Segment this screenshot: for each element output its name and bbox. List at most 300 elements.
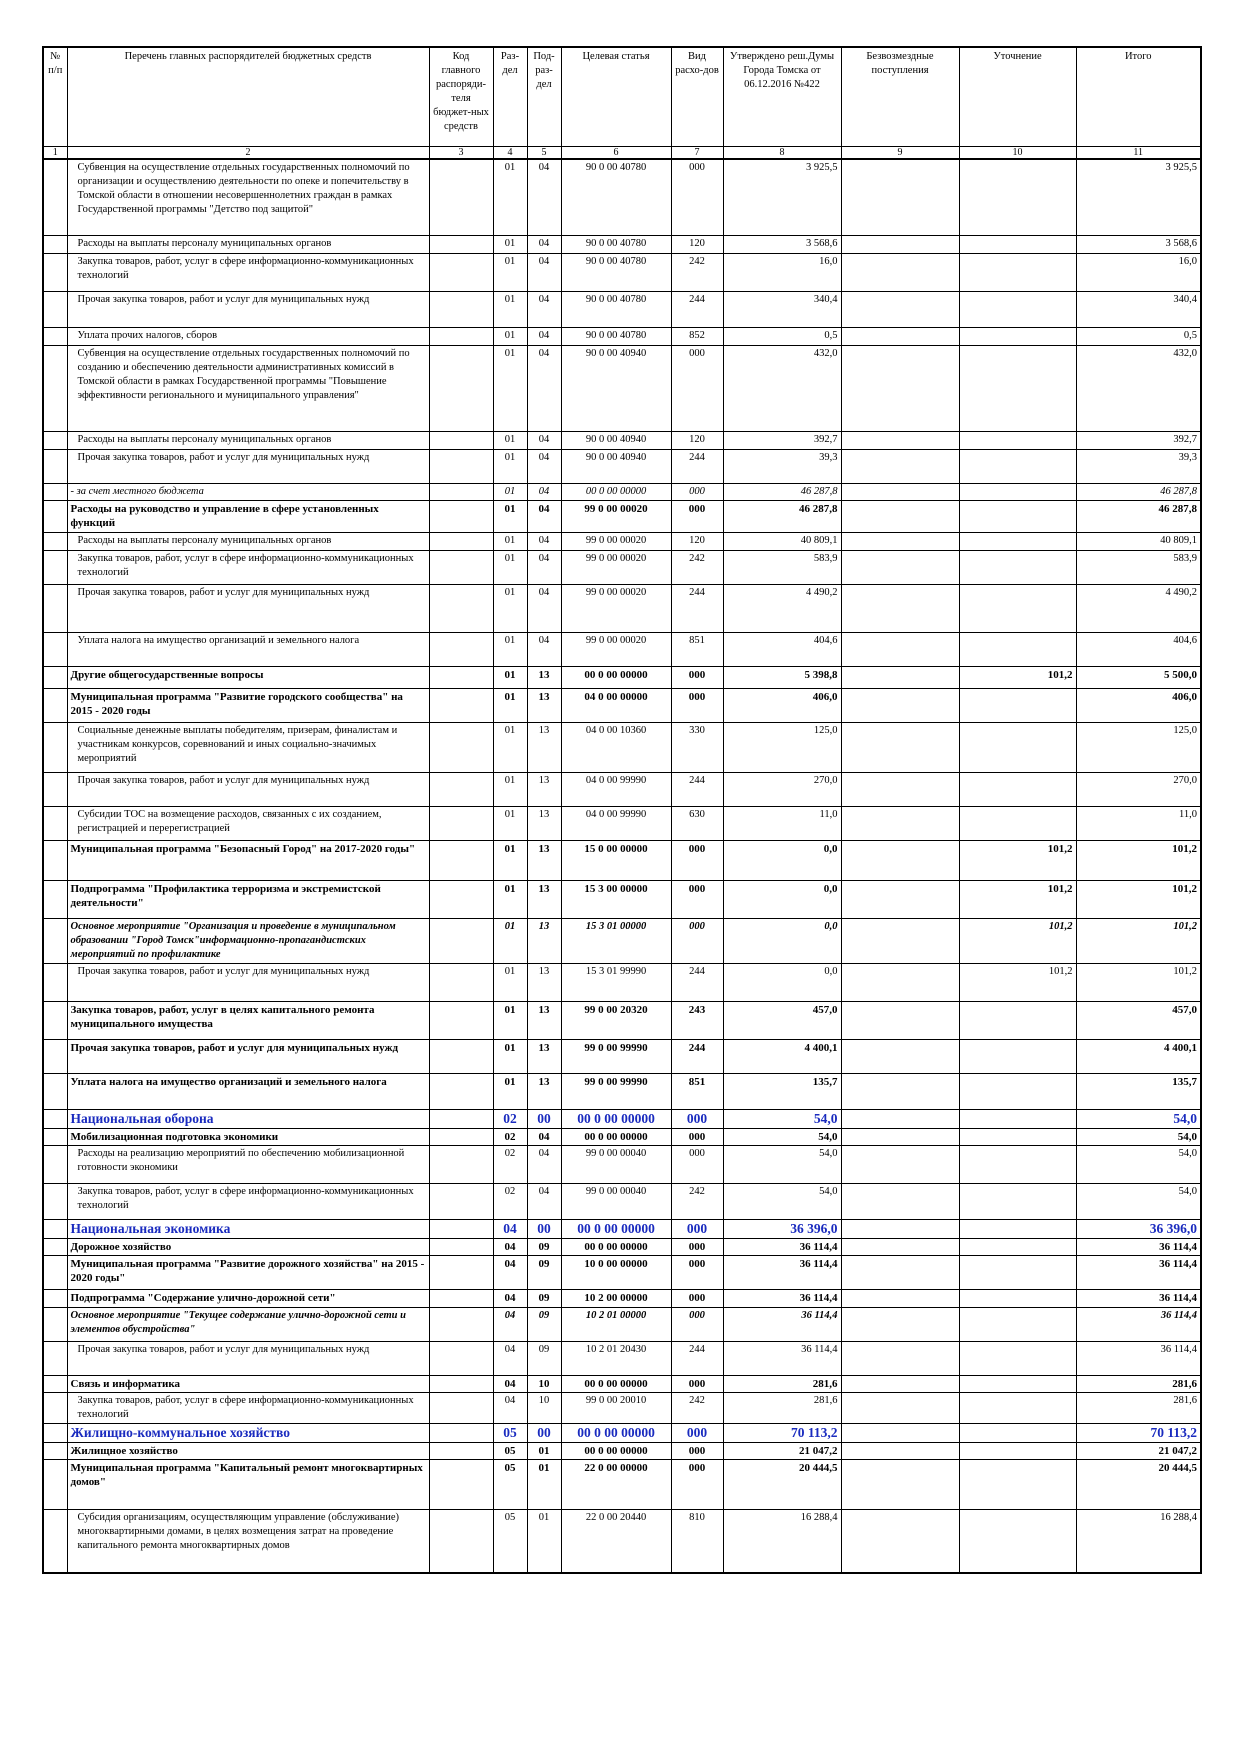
cell-number [43,532,67,550]
cell-podrazdel: 10 [527,1392,561,1423]
table-header [43,47,1201,159]
cell-number [43,772,67,806]
cell-admin-code [429,632,493,666]
cell-target-item: 00 0 00 00000 [561,1375,671,1392]
cell-target-item: 00 0 00 00000 [561,1128,671,1145]
column-number: 10 [959,147,1076,160]
cell-free-receipts [841,688,959,722]
cell-razdel: 05 [493,1509,527,1573]
cell-expense-type: 000 [671,1307,723,1341]
cell-total: 16 288,4 [1076,1509,1201,1573]
cell-total: 270,0 [1076,772,1201,806]
cell-podrazdel: 13 [527,688,561,722]
cell-number [43,500,67,532]
cell-target-item: 00 0 00 00000 [561,1109,671,1128]
cell-clarification: 101,2 [959,918,1076,963]
cell-total: 54,0 [1076,1145,1201,1183]
table-row [43,500,1201,532]
cell-target-item: 10 2 01 20430 [561,1341,671,1375]
cell-expense-type: 000 [671,1109,723,1128]
cell-expense-type: 851 [671,1073,723,1109]
cell-total: 0,5 [1076,327,1201,345]
cell-name: Подпрограмма "Профилактика терроризма и экстремистской деятельности" [67,880,429,918]
table-row [43,840,1201,880]
cell-admin-code [429,722,493,772]
cell-razdel: 02 [493,1109,527,1128]
cell-razdel: 01 [493,1073,527,1109]
cell-approved: 54,0 [723,1109,841,1128]
cell-podrazdel: 09 [527,1238,561,1255]
cell-number [43,1442,67,1459]
cell-approved: 4 400,1 [723,1039,841,1073]
cell-total: 583,9 [1076,550,1201,584]
cell-approved: 36 114,4 [723,1307,841,1341]
table-row [43,1073,1201,1109]
cell-podrazdel: 04 [527,532,561,550]
table-row [43,532,1201,550]
cell-target-item: 00 0 00 00000 [561,1238,671,1255]
cell-expense-type: 244 [671,449,723,483]
cell-total: 36 114,4 [1076,1307,1201,1341]
table-row [43,550,1201,584]
cell-admin-code [429,449,493,483]
table-row [43,1109,1201,1128]
cell-clarification: 101,2 [959,666,1076,688]
cell-approved: 281,6 [723,1375,841,1392]
cell-number [43,1145,67,1183]
cell-target-item: 15 3 00 00000 [561,880,671,918]
cell-total: 36 114,4 [1076,1341,1201,1375]
cell-total: 392,7 [1076,431,1201,449]
cell-number [43,235,67,253]
cell-total: 54,0 [1076,1109,1201,1128]
cell-approved: 46 287,8 [723,483,841,500]
cell-name: Жилищно-коммунальное хозяйство [67,1423,429,1442]
cell-expense-type: 000 [671,1442,723,1459]
cell-total: 457,0 [1076,1001,1201,1039]
cell-name: Прочая закупка товаров, работ и услуг для муниципальных нужд [67,449,429,483]
cell-admin-code [429,1073,493,1109]
table-row [43,772,1201,806]
cell-target-item: 90 0 00 40940 [561,431,671,449]
cell-expense-type: 330 [671,722,723,772]
table-row [43,1307,1201,1341]
cell-clarification [959,1341,1076,1375]
cell-number [43,1307,67,1341]
cell-clarification [959,1183,1076,1219]
cell-approved: 36 114,4 [723,1289,841,1307]
cell-target-item: 22 0 00 00000 [561,1459,671,1509]
cell-approved: 54,0 [723,1183,841,1219]
cell-number [43,963,67,1001]
table-row [43,632,1201,666]
cell-free-receipts [841,1459,959,1509]
cell-number [43,880,67,918]
cell-name: Закупка товаров, работ, услуг в целях капитального ремонта муниципального имущества [67,1001,429,1039]
cell-name: Уплата налога на имущество организаций и земельного налога [67,1073,429,1109]
cell-name: Расходы на руководство и управление в сфере установленных функций [67,500,429,532]
cell-free-receipts [841,963,959,1001]
cell-total: 135,7 [1076,1073,1201,1109]
cell-clarification [959,1307,1076,1341]
cell-name: Субсидии ТОС на возмещение расходов, связанных с их созданием, регистрацией и перерегистрацией [67,806,429,840]
cell-admin-code [429,1238,493,1255]
cell-target-item: 00 0 00 00000 [561,1423,671,1442]
cell-approved: 135,7 [723,1073,841,1109]
cell-admin-code [429,1307,493,1341]
cell-total: 5 500,0 [1076,666,1201,688]
cell-podrazdel: 04 [527,431,561,449]
cell-razdel: 02 [493,1128,527,1145]
cell-approved: 40 809,1 [723,532,841,550]
cell-approved: 583,9 [723,550,841,584]
cell-target-item: 99 0 00 00020 [561,632,671,666]
cell-clarification [959,1255,1076,1289]
table-row [43,431,1201,449]
cell-target-item: 90 0 00 40940 [561,345,671,431]
column-number: 7 [671,147,723,160]
cell-admin-code [429,1128,493,1145]
cell-number [43,1073,67,1109]
cell-name: Уплата прочих налогов, сборов [67,327,429,345]
cell-free-receipts [841,1183,959,1219]
column-number: 2 [67,147,429,160]
column-number: 6 [561,147,671,160]
cell-target-item: 99 0 00 20010 [561,1392,671,1423]
cell-number [43,1459,67,1509]
cell-number [43,1183,67,1219]
cell-expense-type: 000 [671,840,723,880]
cell-razdel: 01 [493,918,527,963]
header-clarification: Уточнение [959,47,1076,147]
cell-total: 406,0 [1076,688,1201,722]
table-row [43,327,1201,345]
cell-podrazdel: 04 [527,291,561,327]
cell-free-receipts [841,1219,959,1238]
cell-expense-type: 244 [671,1039,723,1073]
cell-target-item: 90 0 00 40780 [561,235,671,253]
cell-clarification [959,550,1076,584]
cell-name: Прочая закупка товаров, работ и услуг для муниципальных нужд [67,772,429,806]
cell-approved: 36 114,4 [723,1341,841,1375]
table-row [43,963,1201,1001]
cell-clarification [959,345,1076,431]
cell-name: Социальные денежные выплаты победителям, призерам, финалистам и участникам конкурсов, соревнований и иных социально-значимых мероприятий [67,722,429,772]
cell-podrazdel: 04 [527,327,561,345]
cell-name: Закупка товаров, работ, услуг в сфере информационно-коммуникационных технологий [67,1183,429,1219]
cell-podrazdel: 13 [527,1039,561,1073]
table-row [43,345,1201,431]
cell-admin-code [429,666,493,688]
cell-clarification [959,483,1076,500]
cell-razdel: 04 [493,1255,527,1289]
cell-number [43,550,67,584]
cell-free-receipts [841,1392,959,1423]
cell-target-item: 90 0 00 40780 [561,291,671,327]
header-podrazdel: Под-раз-дел [527,47,561,147]
cell-expense-type: 243 [671,1001,723,1039]
cell-podrazdel: 01 [527,1459,561,1509]
cell-razdel: 04 [493,1341,527,1375]
cell-number [43,806,67,840]
cell-free-receipts [841,291,959,327]
cell-razdel: 04 [493,1375,527,1392]
cell-free-receipts [841,327,959,345]
table-row [43,483,1201,500]
cell-expense-type: 000 [671,880,723,918]
header-name: Перечень главных распорядителей бюджетных средств [67,47,429,147]
cell-clarification [959,1392,1076,1423]
cell-total: 3 925,5 [1076,159,1201,235]
column-number: 11 [1076,147,1201,160]
cell-number [43,1375,67,1392]
table-row [43,880,1201,918]
cell-total: 36 114,4 [1076,1238,1201,1255]
cell-total: 281,6 [1076,1375,1201,1392]
cell-number [43,1039,67,1073]
header-approved: Утверждено реш.Думы Города Томска от 06.12.2016 №422 [723,47,841,147]
cell-name: Закупка товаров, работ, услуг в сфере информационно-коммуникационных технологий [67,550,429,584]
cell-number [43,1392,67,1423]
cell-number [43,1219,67,1238]
cell-name: Расходы на выплаты персоналу муниципальных органов [67,235,429,253]
cell-target-item: 22 0 00 20440 [561,1509,671,1573]
cell-name: Подпрограмма "Содержание улично-дорожной сети" [67,1289,429,1307]
table-row [43,1341,1201,1375]
cell-name: Другие общегосударственные вопросы [67,666,429,688]
cell-free-receipts [841,1073,959,1109]
header-total: Итого [1076,47,1201,147]
cell-admin-code [429,327,493,345]
cell-razdel: 01 [493,963,527,1001]
cell-razdel: 05 [493,1459,527,1509]
cell-approved: 404,6 [723,632,841,666]
table-row [43,722,1201,772]
column-number: 4 [493,147,527,160]
cell-podrazdel: 04 [527,159,561,235]
cell-expense-type: 244 [671,963,723,1001]
cell-admin-code [429,584,493,632]
cell-podrazdel: 13 [527,880,561,918]
cell-razdel: 01 [493,345,527,431]
cell-clarification [959,688,1076,722]
cell-clarification [959,1145,1076,1183]
cell-clarification [959,1289,1076,1307]
cell-name: Мобилизационная подготовка экономики [67,1128,429,1145]
cell-podrazdel: 00 [527,1423,561,1442]
cell-expense-type: 000 [671,500,723,532]
cell-clarification [959,253,1076,291]
cell-free-receipts [841,722,959,772]
cell-clarification [959,1128,1076,1145]
cell-approved: 54,0 [723,1128,841,1145]
cell-approved: 0,0 [723,840,841,880]
header-free-receipts: Безвозмездные поступления [841,47,959,147]
cell-podrazdel: 04 [527,345,561,431]
cell-total: 46 287,8 [1076,500,1201,532]
cell-free-receipts [841,772,959,806]
table-row [43,688,1201,722]
cell-target-item: 90 0 00 40780 [561,159,671,235]
cell-clarification: 101,2 [959,880,1076,918]
cell-clarification [959,1442,1076,1459]
cell-total: 16,0 [1076,253,1201,291]
cell-name: Субвенция на осуществление отдельных государственных полномочий по организации и осуществлению деятельности по опеке и попечительству в Томской области в отношении несовершеннолетних граждан в рамках Государственной программы "Детство под защитой" [67,159,429,235]
cell-expense-type: 810 [671,1509,723,1573]
cell-total: 101,2 [1076,918,1201,963]
cell-admin-code [429,1289,493,1307]
cell-target-item: 99 0 00 00040 [561,1145,671,1183]
cell-free-receipts [841,1109,959,1128]
cell-clarification: 101,2 [959,963,1076,1001]
cell-expense-type: 242 [671,1392,723,1423]
cell-podrazdel: 04 [527,1128,561,1145]
cell-admin-code [429,806,493,840]
cell-total: 40 809,1 [1076,532,1201,550]
cell-podrazdel: 01 [527,1509,561,1573]
cell-free-receipts [841,550,959,584]
cell-target-item: 00 0 00 00000 [561,666,671,688]
cell-approved: 46 287,8 [723,500,841,532]
cell-razdel: 01 [493,449,527,483]
cell-razdel: 04 [493,1392,527,1423]
cell-total: 101,2 [1076,880,1201,918]
cell-podrazdel: 13 [527,806,561,840]
header-number: № п/п [43,47,67,147]
cell-total: 36 114,4 [1076,1289,1201,1307]
cell-name: Муниципальная программа "Развитие дорожного хозяйства" на 2015 - 2020 годы" [67,1255,429,1289]
cell-razdel: 01 [493,431,527,449]
cell-admin-code [429,1109,493,1128]
cell-target-item: 04 0 00 99990 [561,772,671,806]
cell-expense-type: 242 [671,550,723,584]
cell-expense-type: 000 [671,1219,723,1238]
cell-total: 404,6 [1076,632,1201,666]
cell-expense-type: 000 [671,1423,723,1442]
cell-name: Расходы на выплаты персоналу муниципальных органов [67,532,429,550]
table-body [43,159,1201,1573]
cell-podrazdel: 04 [527,1145,561,1183]
cell-approved: 0,0 [723,963,841,1001]
cell-total: 36 114,4 [1076,1255,1201,1289]
cell-target-item: 10 0 00 00000 [561,1255,671,1289]
cell-podrazdel: 00 [527,1109,561,1128]
cell-expense-type: 244 [671,1341,723,1375]
cell-clarification [959,500,1076,532]
table-row [43,159,1201,235]
cell-total: 101,2 [1076,963,1201,1001]
table-row [43,1375,1201,1392]
cell-target-item: 15 0 00 00000 [561,840,671,880]
cell-admin-code [429,159,493,235]
cell-clarification [959,431,1076,449]
table-row [43,1238,1201,1255]
cell-admin-code [429,253,493,291]
cell-razdel: 01 [493,159,527,235]
cell-free-receipts [841,1289,959,1307]
cell-podrazdel: 01 [527,1442,561,1459]
table-row [43,584,1201,632]
cell-total: 281,6 [1076,1392,1201,1423]
cell-number [43,483,67,500]
cell-podrazdel: 10 [527,1375,561,1392]
cell-podrazdel: 04 [527,500,561,532]
cell-target-item: 99 0 00 00020 [561,532,671,550]
cell-total: 39,3 [1076,449,1201,483]
cell-total: 20 444,5 [1076,1459,1201,1509]
cell-name: Прочая закупка товаров, работ и услуг для муниципальных нужд [67,1039,429,1073]
cell-number [43,1109,67,1128]
cell-clarification [959,1109,1076,1128]
cell-total: 4 400,1 [1076,1039,1201,1073]
table-row [43,1442,1201,1459]
cell-razdel: 04 [493,1219,527,1238]
cell-admin-code [429,1219,493,1238]
cell-admin-code [429,1039,493,1073]
cell-admin-code [429,345,493,431]
header-target-item: Целевая статья [561,47,671,147]
cell-podrazdel: 04 [527,253,561,291]
cell-name: Муниципальная программа "Капитальный ремонт многоквартирных домов" [67,1459,429,1509]
cell-target-item: 04 0 00 99990 [561,806,671,840]
cell-target-item: 99 0 00 20320 [561,1001,671,1039]
cell-admin-code [429,1255,493,1289]
cell-admin-code [429,772,493,806]
cell-expense-type: 244 [671,584,723,632]
table-row [43,1392,1201,1423]
cell-target-item: 15 3 01 99990 [561,963,671,1001]
cell-free-receipts [841,253,959,291]
cell-razdel: 01 [493,235,527,253]
cell-target-item: 04 0 00 10360 [561,722,671,772]
column-number-row [43,147,1201,160]
cell-number [43,918,67,963]
cell-clarification [959,1219,1076,1238]
cell-clarification [959,1459,1076,1509]
cell-expense-type: 244 [671,772,723,806]
cell-approved: 3 925,5 [723,159,841,235]
cell-name: Прочая закупка товаров, работ и услуг для муниципальных нужд [67,1341,429,1375]
cell-admin-code [429,1145,493,1183]
table-row [43,1423,1201,1442]
cell-free-receipts [841,235,959,253]
cell-approved: 406,0 [723,688,841,722]
cell-target-item: 90 0 00 40780 [561,253,671,291]
cell-name: Закупка товаров, работ, услуг в сфере информационно-коммуникационных технологий [67,1392,429,1423]
column-number: 8 [723,147,841,160]
cell-podrazdel: 13 [527,666,561,688]
header-admin-code: Код главного распоряди-теля бюджет-ных средств [429,47,493,147]
cell-podrazdel: 04 [527,449,561,483]
cell-razdel: 04 [493,1289,527,1307]
table-row [43,1128,1201,1145]
cell-free-receipts [841,1341,959,1375]
cell-name: Муниципальная программа "Развитие городского сообщества" на 2015 - 2020 годы [67,688,429,722]
cell-target-item: 99 0 00 00020 [561,584,671,632]
cell-name: Прочая закупка товаров, работ и услуг для муниципальных нужд [67,584,429,632]
cell-free-receipts [841,500,959,532]
table-row [43,1001,1201,1039]
cell-total: 4 490,2 [1076,584,1201,632]
cell-razdel: 05 [493,1423,527,1442]
cell-admin-code [429,1509,493,1573]
cell-free-receipts [841,483,959,500]
cell-number [43,840,67,880]
table-row [43,1289,1201,1307]
cell-approved: 0,5 [723,327,841,345]
cell-target-item: 99 0 00 00040 [561,1183,671,1219]
cell-razdel: 01 [493,840,527,880]
